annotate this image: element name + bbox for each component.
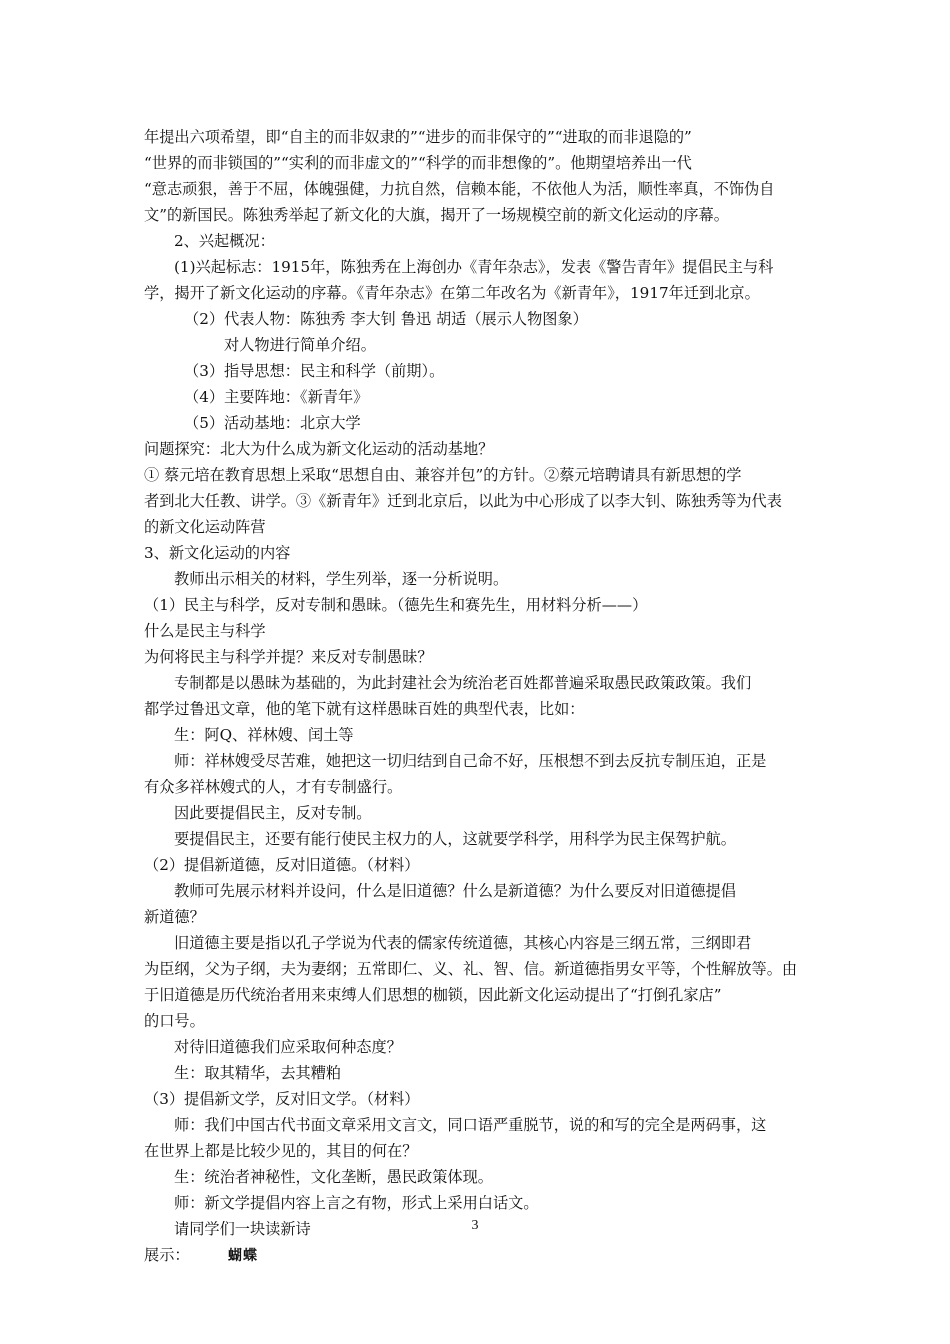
- text-line: 旧道德主要是指以孔子学说为代表的儒家传统道德，其核心内容是三纲五常，三纲即君: [174, 934, 752, 952]
- text-line: 为臣纲，父为子纲，夫为妻纲；五常即仁、义、礼、智、信。新道德指男女平等，个性解放等。由: [144, 960, 798, 978]
- text-line: 教师可先展示材料并设问，什么是旧道德？什么是新道德？为什么要反对旧道德提倡: [174, 882, 736, 900]
- text-line: 教师出示相关的材料，学生列举，逐一分析说明。: [174, 570, 509, 588]
- poem-title: 蝴蝶: [228, 1248, 258, 1264]
- text-line: 有众多祥林嫂式的人，才有专制盛行。: [144, 778, 403, 796]
- text-line: 2、兴起概况：: [174, 232, 275, 250]
- text-line: 因此要提倡民主，反对专制。: [174, 804, 372, 822]
- text-line: ① 蔡元培在教育思想上采取“思想自由、兼容并包”的方针。②蔡元培聘请具有新思想的学: [144, 466, 742, 484]
- text-line: （1）民主与科学，反对专制和愚昧。（德先生和赛先生，用材料分析——）: [144, 596, 648, 614]
- text-line: （2）提倡新道德，反对旧道德。（材料）: [144, 856, 420, 874]
- text-lines: [144, 124, 810, 1242]
- text-line: 生：取其精华，去其糟粕: [174, 1064, 342, 1082]
- text-line: 者到北大任教、讲学。③《新青年》迁到北京后，以此为中心形成了以李大钊、陈独秀等为代表: [144, 492, 782, 510]
- text-line: 都学过鲁迅文章，他的笔下就有这样愚昧百姓的典型代表，比如：: [144, 700, 585, 718]
- text-line: 生：统治者神秘性，文化垄断，愚民政策体现。: [174, 1168, 493, 1186]
- text-line: 的新文化运动阵营: [144, 518, 266, 536]
- text-line: （2）代表人物：陈独秀 李大钊 鲁迅 胡适（展示人物图象）: [184, 310, 588, 328]
- text-line: 学，揭开了新文化运动的序幕。《青年杂志》在第二年改名为《新青年》，1917年迁到北京。: [144, 284, 760, 302]
- text-line: “世界的而非锁国的”“实利的而非虚文的”“科学的而非想像的”。他期望培养出一代: [144, 154, 692, 172]
- text-line: 对待旧道德我们应采取何种态度？: [174, 1038, 402, 1056]
- text-line: 师：祥林嫂受尽苦难，她把这一切归结到自己命不好，压根想不到去反抗专制压迫，正是: [174, 752, 767, 770]
- text-line: 在世界上都是比较少见的，其目的何在？: [144, 1142, 418, 1160]
- text-line: 对人物进行简单介绍。: [224, 336, 376, 354]
- text-line: 年提出六项希望，即“自主的而非奴隶的”“进步的而非保守的”“进取的而非退隐的”: [144, 128, 692, 146]
- text-line: （3）提倡新文学，反对旧文学。（材料）: [144, 1090, 420, 1108]
- text-line: 请同学们一块读新诗: [174, 1220, 311, 1238]
- text-line: 专制都是以愚昧为基础的，为此封建社会为统治老百姓都普遍采取愚民政策政策。我们: [174, 674, 752, 692]
- text-line: 问题探究：北大为什么成为新文化运动的活动基地？: [144, 440, 494, 458]
- text-line: 文”的新国民。陈独秀举起了新文化的大旗，揭开了一场规模空前的新文化运动的序幕。: [144, 206, 729, 224]
- show-label: 展示：: [144, 1246, 190, 1264]
- text-line: “意志顽狠，善于不屈，体魄强健，力抗自然，信赖本能，不依他人为活，顺性率真，不饰伪自: [144, 180, 775, 198]
- text-line: 师：新文学提倡内容上言之有物，形式上采用白话文。: [174, 1194, 539, 1212]
- text-line: 为何将民主与科学并提？来反对专制愚昧？: [144, 648, 433, 666]
- text-line: （5）活动基地：北京大学: [184, 414, 361, 432]
- text-line: （3）指导思想：民主和科学（前期）。: [184, 362, 445, 380]
- text-line: 师：我们中国古代书面文章采用文言文，同口语严重脱节，说的和写的完全是两码事，这: [174, 1116, 767, 1134]
- text-line: （4）主要阵地：《新青年》: [184, 388, 369, 406]
- text-line: 什么是民主与科学: [144, 622, 266, 640]
- page-number: 3: [471, 1218, 479, 1233]
- show-row: [144, 1242, 810, 1269]
- text-line: 新道德？: [144, 908, 205, 926]
- document-body: [144, 124, 810, 1269]
- text-line: 于旧道德是历代统治者用来束缚人们思想的枷锁，因此新文化运动提出了“打倒孔家店”: [144, 986, 722, 1004]
- text-line: 生：阿Q、祥林嫂、闰土等: [174, 726, 354, 744]
- text-line: 要提倡民主，还要有能行使民主权力的人，这就要学科学，用科学为民主保驾护航。: [174, 830, 736, 848]
- text-line: 的口号。: [144, 1012, 205, 1030]
- text-line: (1)兴起标志：1915年，陈独秀在上海创办《青年杂志》，发表《警告青年》提倡民主与科: [174, 258, 774, 276]
- text-line: 3、新文化运动的内容: [144, 544, 291, 562]
